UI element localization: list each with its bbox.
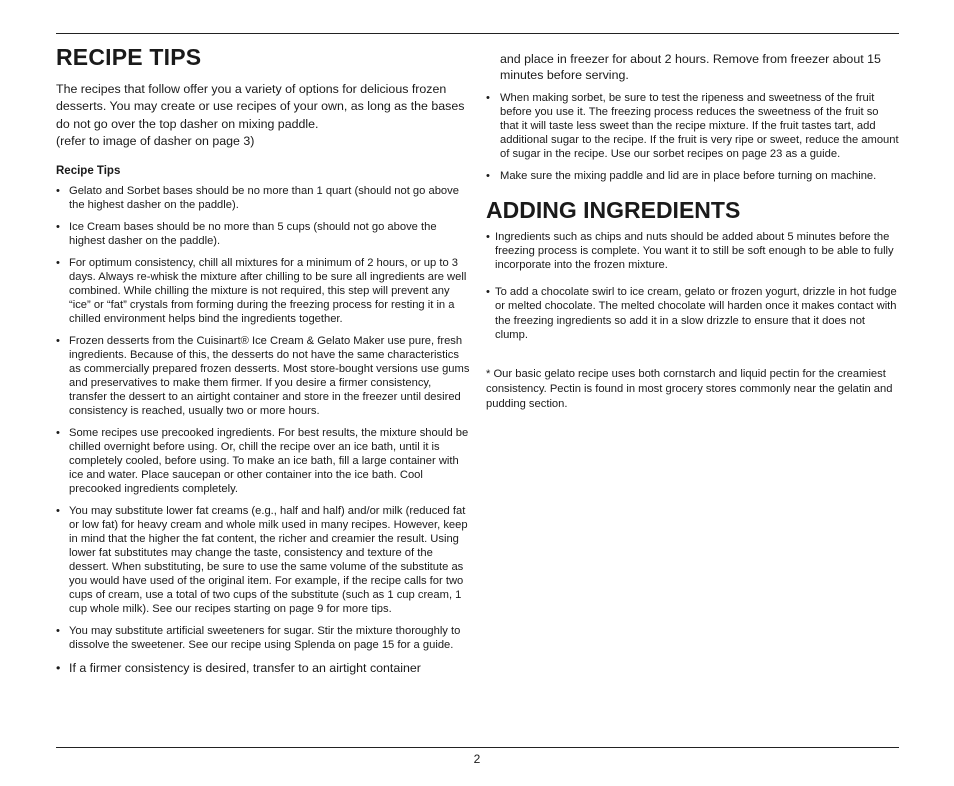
bullet-icon: • — [56, 335, 60, 348]
recipe-tips-list — [56, 184, 470, 677]
adding-ingredients-list — [486, 230, 899, 343]
page-number: 2 — [473, 752, 481, 766]
list-item-text: For optimum consistency, chill all mixtures for a minimum of 2 hours, or up to 3 days. Always re-whisk the mixture after chilling to be sure all ingredients are well combined. While chilling the mixture is not required, this step will prevent any “ice” or “fat” crystals from forming during the freezing process for resting it in a chilled environment helps bind the ingredients together. — [69, 257, 467, 326]
intro-paragraph — [56, 81, 470, 151]
continued-text: and place in freezer for about 2 hours. Remove from freezer about 15 minutes before serving. — [500, 52, 881, 82]
recipe-tips-list-continued — [486, 91, 899, 183]
bullet-icon: • — [56, 257, 60, 270]
list-item — [56, 660, 470, 677]
list-item-text: Gelato and Sorbet bases should be no more than 1 quart (should not go above the highest dasher on the paddle). — [69, 185, 459, 212]
list-item — [56, 624, 470, 652]
list-item-text: When making sorbet, be sure to test the ripeness and sweetness of the fruit before you use it. The freezing process reduces the sweetness of the fruit so that it will taste less sweet than the recipe mixture. If the fruit tastes tart, add additional sugar to the recipe. If the fruit is very ripe or sweet, reduce the amount of sugar in the recipe. Use our sorbet recipes on page 23 as a guide. — [500, 92, 899, 160]
recipe-tips-subheading: Recipe Tips — [56, 164, 121, 177]
recipe-tips-heading: RECIPE TIPS — [56, 44, 202, 70]
left-column — [56, 44, 470, 685]
list-item — [486, 169, 899, 183]
intro-text: The recipes that follow offer you a variety of options for delicious frozen desserts. You may create or use recipes of your own, as long as the bases do not go over the top dasher on mixing paddle. — [56, 81, 465, 131]
list-item-text: Ice Cream bases should be no more than 5 cups (should not go above the highest dasher on the paddle). — [69, 221, 437, 248]
list-item — [486, 230, 899, 272]
list-item-text: If a firmer consistency is desired, transfer to an airtight container — [69, 661, 421, 676]
list-item — [56, 426, 470, 496]
list-item-text: You may substitute artificial sweeteners for sugar. Stir the mixture thoroughly to dissolve the sweetener. See our recipe using Splenda on page 15 for a guide. — [69, 625, 461, 652]
list-item — [486, 91, 899, 161]
intro-reference: (refer to image of dasher on page 3) — [56, 134, 255, 149]
list-item — [486, 285, 899, 343]
bullet-icon: • — [56, 185, 60, 198]
bullet-icon: • — [56, 221, 60, 234]
bottom-rule — [56, 747, 899, 748]
bullet-icon: • — [486, 170, 490, 182]
right-column — [486, 44, 899, 412]
list-item-text: Ingredients such as chips and nuts should be added about 5 minutes before the freezing process is complete. You want it to still be soft enough to be able to fully incorporate into the frozen mixture. — [495, 230, 894, 271]
list-item — [56, 184, 470, 212]
bullet-icon: • — [486, 230, 490, 243]
gelato-footnote: * Our basic gelato recipe uses both cornstarch and liquid pectin for the creamiest consistency. Pectin is found in most grocery stores commonly near the gelatin and pudding section. — [486, 367, 893, 410]
list-item-text: You may substitute lower fat creams (e.g., half and half) and/or milk (reduced fat or low fat) for heavy cream and whole milk used in many recipes. However, keep in mind that the higher the fat content, the richer and creamier the result. Using lower fat substitutes may change the taste, consistency and texture of the dessert. When substituting, be sure to use the same volume of the substitute as you would have used of the original item. For example, if the recipe calls for two cups of cream, use a total of two cups of the substitute (such as 1 cup cream, 1 cup whole milk). See our recipes starting on page 9 for more tips. — [69, 505, 468, 616]
bullet-icon: • — [56, 625, 60, 638]
list-item — [56, 334, 470, 418]
bullet-icon: • — [486, 92, 490, 104]
list-item — [56, 504, 470, 616]
adding-ingredients-heading: ADDING INGREDIENTS — [486, 197, 741, 223]
list-item-text: Some recipes use precooked ingredients. For best results, the mixture should be chilled overnight before using. Or, chill the recipe over an ice bath, until it is completely cooled, before using. To make an ice bath, fill a large container with ice and water. Place saucepan or other container into the ice bath. Cool precooked ingredients completely. — [69, 427, 469, 496]
list-item-text: To add a chocolate swirl to ice cream, gelato or frozen yogurt, drizzle in hot fudge or melted chocolate. The melted chocolate will harden once it makes contact with the freezing ingredients so add it in a slow drizzle to ensure that it does not clump. — [495, 285, 897, 342]
bullet-icon: • — [486, 285, 490, 298]
list-item-text: Make sure the mixing paddle and lid are in place before turning on machine. — [500, 170, 877, 182]
bullet-icon: • — [56, 505, 60, 518]
bullet-icon: • — [56, 661, 61, 676]
bullet-icon: • — [56, 427, 60, 440]
list-item-text: Frozen desserts from the Cuisinart® Ice Cream & Gelato Maker use pure, fresh ingredients. Because of this, the desserts do not have the same characteristics as commercially prepared frozen desserts. Most store-bought versions use gums and preservatives to make them firmer. If you desire a firmer consistency, transfer the dessert to an airtight container and store in the freezer until desired consistency is reached, usually two or more hours. — [69, 335, 470, 418]
list-item — [56, 220, 470, 248]
top-rule — [56, 33, 899, 34]
list-item — [56, 256, 470, 326]
